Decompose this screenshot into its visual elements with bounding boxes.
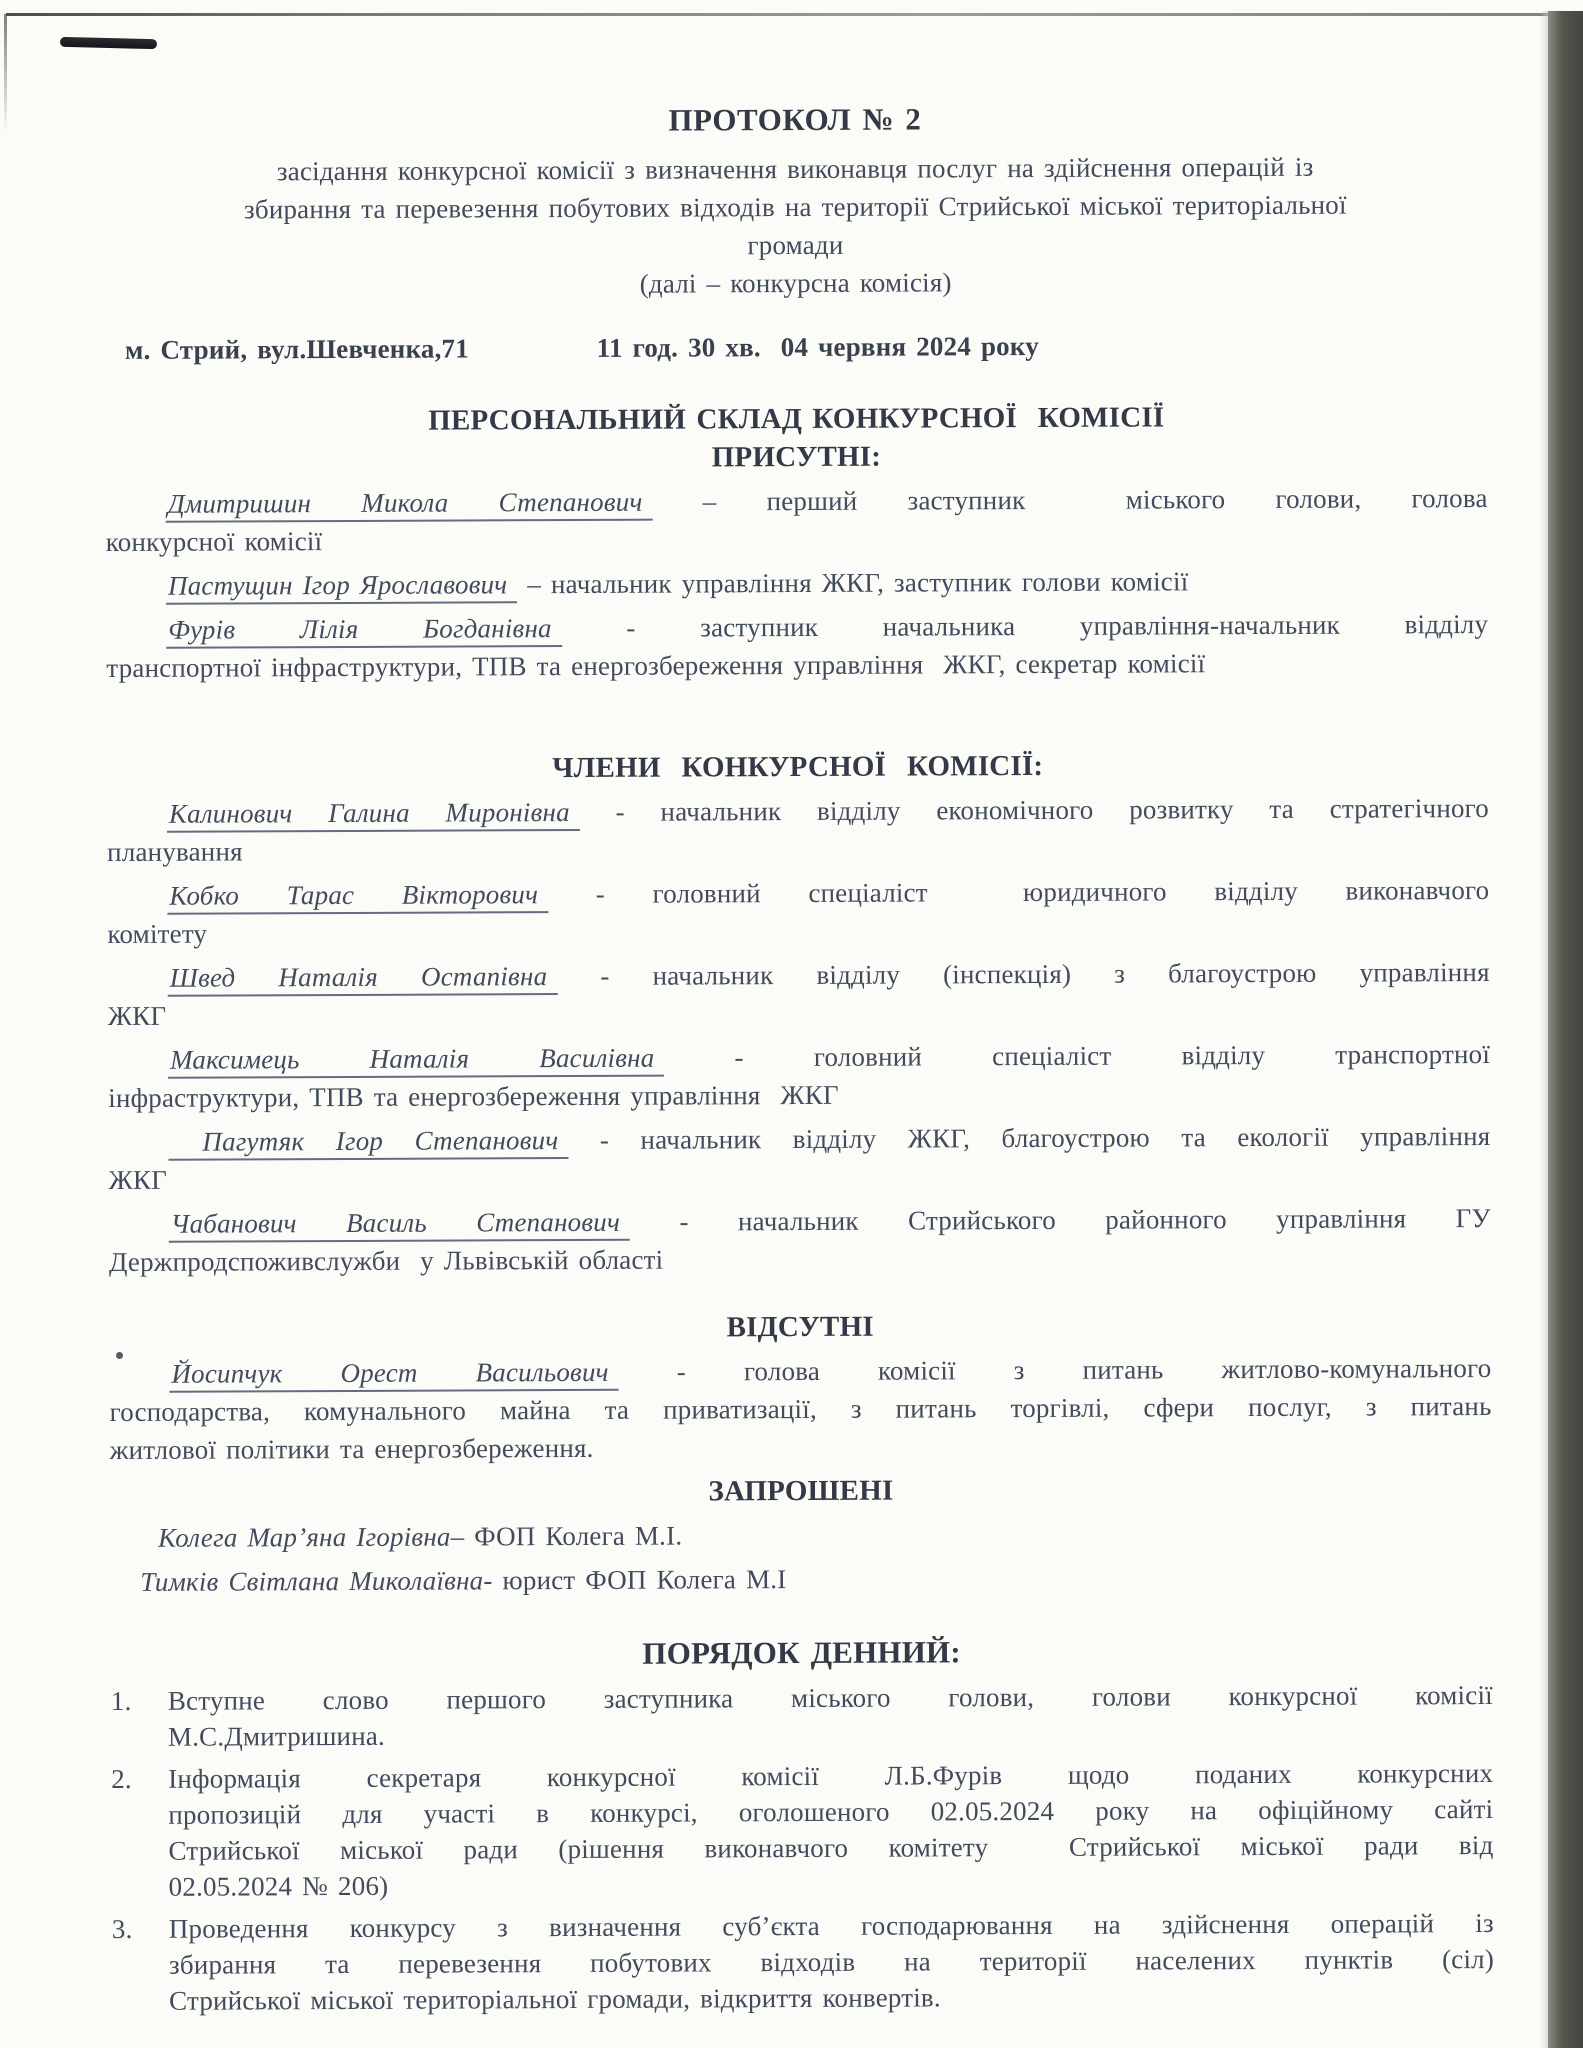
heading-absent: ВІДСУТНІ <box>726 1310 874 1344</box>
person-name: Калинович Галина Миронівна <box>167 797 580 833</box>
present-entry <box>106 561 1488 605</box>
person-role: голова комісії з питань житлово-комунального <box>743 1352 1492 1387</box>
member-entry <box>108 1035 1490 1079</box>
agenda-text <box>168 1755 1494 1905</box>
agenda-item <box>111 1677 1493 1755</box>
heading-composition: ПЕРСОНАЛЬНИЙ СКЛАД КОНКУРСНОЇ КОМІСІЇ <box>428 401 1165 437</box>
person-role: ФОП Колега М.І. <box>474 1520 683 1552</box>
person-name: Йосипчук Орест Васильович <box>169 1357 618 1393</box>
member-entry <box>108 953 1490 997</box>
scan-top-edge-line <box>6 13 1548 16</box>
absent-entry <box>109 1349 1491 1393</box>
person-name: Чабанович Василь Степанович <box>169 1207 630 1243</box>
present-entry <box>106 605 1488 649</box>
dash-separator: - <box>734 1042 744 1073</box>
subtitle-line: громади <box>747 229 844 261</box>
dash-separator: - <box>600 960 610 991</box>
person-name: Дмитришин Микола Степанович <box>166 487 653 523</box>
agenda-number: 1. <box>110 1685 132 1717</box>
agenda-item <box>111 1755 1494 1905</box>
scan-corner-mark <box>60 37 157 49</box>
agenda-line: Вступне слово першого заступника міського голови, голови конкурсної комісії <box>167 1679 1493 1716</box>
subtitle-line: засідання конкурсної комісії з визначення виконавця послуг на здійснення операцій із <box>276 151 1314 187</box>
subtitle-line: збирання та перевезення побутових відходів на території Стрийської міської територіальної <box>243 189 1347 225</box>
agenda-item <box>112 1905 1494 2019</box>
invited-entry <box>110 1513 1492 1557</box>
agenda-number: 2. <box>111 1763 132 1795</box>
person-role-continuation: комітету <box>107 918 208 950</box>
agenda-text <box>168 1677 1493 1755</box>
heading-agenda: ПОРЯДОК ДЕННИЙ: <box>642 1634 961 1671</box>
person-role-continuation: інфраструктури, ТПВ та енергозбереження управління ЖКГ <box>108 1079 839 1114</box>
person-role: начальник управління ЖКГ, заступник голови комісії <box>550 566 1189 600</box>
person-name: Швед Наталія Остапівна <box>168 961 558 997</box>
person-name: Тимків Світлана Миколаївна <box>140 1565 484 1597</box>
person-role: начальник відділу (інспекція) з благоустрою управління <box>652 956 1490 991</box>
person-role-continuation: ЖКГ <box>108 1164 168 1196</box>
alias-note: (далі – конкурсна комісія) <box>639 267 952 299</box>
person-name: Пагутяк Ігор Степанович <box>168 1125 568 1161</box>
person-role: заступник начальника управління-начальник відділу <box>700 608 1489 643</box>
heading-members: ЧЛЕНИ КОНКУРСНОЇ КОМІСІЇ: <box>552 749 1044 785</box>
member-entry <box>109 1199 1491 1243</box>
present-entry <box>106 479 1488 523</box>
document-subtitle <box>104 147 1487 305</box>
dash-separator: - <box>483 1565 493 1596</box>
person-role: начальник відділу ЖКГ, благоустрою та екології управління <box>640 1120 1491 1155</box>
agenda-line: Стрийської міської територіальної громади, відкриття конвертів. <box>169 1982 941 2016</box>
person-role: перший заступник міського голови, голова <box>766 482 1488 517</box>
agenda-line: Проведення конкурсу з визначення суб’єкта господарювання на здійснення операцій із <box>168 1907 1494 1944</box>
scan-right-band-shade <box>1540 11 1548 2048</box>
person-role: юрист ФОП Колега М.І <box>502 1564 787 1596</box>
member-entry <box>108 1117 1490 1161</box>
agenda-list <box>111 1677 1494 2019</box>
person-role-continuation: Держпродспоживслужби у Львівській області <box>108 1244 664 1278</box>
person-name: Фурів Лілія Богданівна <box>166 613 562 649</box>
person-name: Колега Мар’яна Ігорівна <box>158 1521 451 1553</box>
dash-separator: - <box>599 1124 610 1155</box>
dash-separator: - <box>676 1356 686 1387</box>
dash-separator: - <box>626 612 636 643</box>
agenda-text <box>169 1905 1494 2019</box>
person-role-continuation: житлової політики та енергозбереження. <box>109 1432 594 1466</box>
dash-separator: – <box>450 1521 465 1552</box>
person-role: начальник відділу економічного розвитку та стратегічного <box>660 792 1490 827</box>
person-role: головний спеціаліст юридичного відділу виконавчого <box>652 874 1490 909</box>
person-role-continuation: планування <box>107 836 243 868</box>
person-role-continuation: ЖКГ <box>107 1000 167 1032</box>
invited-entry <box>110 1557 1492 1601</box>
agenda-line: збирання та перевезення побутових відходів на території населених пунктів (сіл) <box>168 1943 1495 1980</box>
dash-separator: – <box>527 569 542 600</box>
agenda-number: 3. <box>111 1913 133 1945</box>
document-title: ПРОТОКОЛ № 2 <box>668 101 922 138</box>
agenda-line: Стрийської міської ради (рішення виконавчого комітету Стрийської міської ради від <box>168 1829 1494 1866</box>
person-role: головний спеціаліст відділу транспортної <box>813 1038 1491 1072</box>
dash-separator: - <box>615 796 625 827</box>
person-role-continuation: транспортної інфраструктури, ТПВ та енергозбереження управління ЖКГ, секретар комісії <box>106 648 1206 684</box>
member-entry <box>107 789 1489 833</box>
dash-separator: – <box>702 486 717 517</box>
person-name: Максимець Наталія Василівна <box>168 1043 665 1079</box>
agenda-line: 02.05.2024 № 206) <box>168 1870 389 1902</box>
person-name: Пастущин Ігор Ярославович <box>166 569 518 605</box>
agenda-line: Інформація секретаря конкурсної комісії Л.Б.Фурів щодо поданих конкурсних <box>168 1757 1494 1794</box>
scan-right-edge-band <box>1548 11 1583 2048</box>
meeting-datetime: 11 год. 30 хв. 04 червня 2024 року <box>596 330 1039 363</box>
member-entry <box>107 871 1489 915</box>
agenda-line: М.С.Дмитришина. <box>167 1720 386 1752</box>
dash-separator: - <box>679 1206 689 1237</box>
person-role-continuation: конкурсної комісії <box>105 526 323 558</box>
scan-left-edge-line <box>4 14 7 134</box>
place-date-row <box>105 325 1487 369</box>
person-role-continuation: господарства, комунального майна та приватизації, з питань торгівлі, сфери послуг, з питань <box>109 1390 1492 1428</box>
heading-invited: ЗАПРОШЕНІ <box>708 1474 894 1508</box>
dash-separator: - <box>595 878 606 909</box>
person-name: Кобко Тарас Вікторович <box>167 879 548 915</box>
heading-present: ПРИСУТНІ: <box>711 440 882 474</box>
person-role: начальник Стрийського районного управління ГУ <box>737 1202 1491 1237</box>
meeting-place: м. Стрий, вул.Шевченка,71 <box>124 333 469 365</box>
document-content <box>104 83 1494 2019</box>
agenda-line: пропозицій для участі в конкурсі, оголошеного 02.05.2024 року на офіційному сайті <box>168 1793 1494 1830</box>
